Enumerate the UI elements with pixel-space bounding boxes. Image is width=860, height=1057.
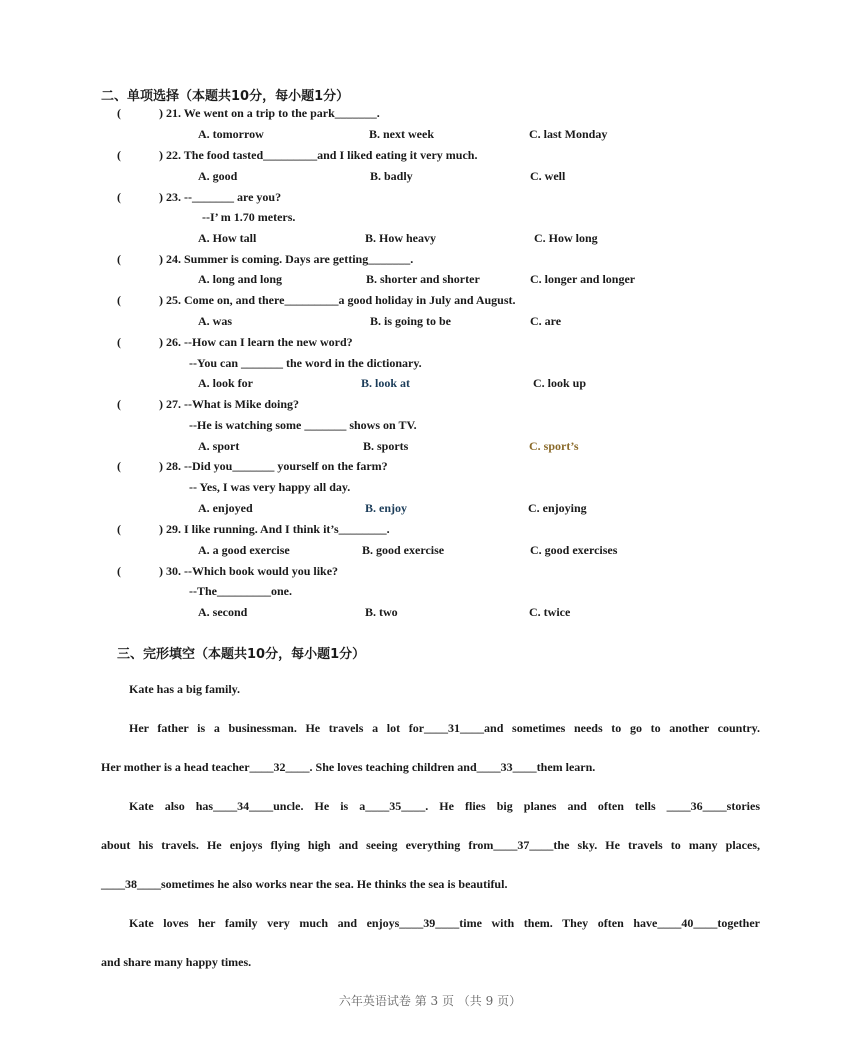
option-c: C. longer and longer bbox=[530, 272, 636, 286]
answer-paren: ( bbox=[117, 397, 121, 411]
option-a: A. second bbox=[198, 605, 248, 619]
cloze-line: about his travels. He enjoys flying high and seeing everything from____37____the sky. He travels to many places, bbox=[101, 838, 760, 852]
answer-paren: ( bbox=[117, 335, 121, 349]
option-c: C. twice bbox=[529, 605, 571, 619]
cloze-line: Kate also has____34____uncle. He is a____35____. He flies big planes and often tells ____36____stories bbox=[129, 799, 760, 813]
answer-paren: ( bbox=[117, 106, 121, 120]
question-stem: ) 24. Summer is coming. Days are getting_______. bbox=[159, 252, 414, 266]
cloze-line: Her mother is a head teacher____32____. She loves teaching children and____33____them learn. bbox=[101, 760, 596, 774]
cloze-line: Her father is a businessman. He travels a lot for____31____and sometimes needs to go to another country. bbox=[129, 721, 760, 735]
option-b: B. badly bbox=[370, 169, 413, 183]
option-a: A. sport bbox=[198, 439, 240, 453]
option-a: A. good bbox=[198, 169, 238, 183]
cloze-line: ____38____sometimes he also works near the sea. He thinks the sea is beautiful. bbox=[101, 877, 508, 891]
answer-paren: ( bbox=[117, 522, 121, 536]
option-b: B. sports bbox=[363, 439, 409, 453]
question-stem: ) 23. --_______ are you? bbox=[159, 190, 282, 204]
question-stem: ) 26. --How can I learn the new word? bbox=[159, 335, 353, 349]
question-stem: ) 21. We went on a trip to the park_______. bbox=[159, 106, 380, 120]
option-b: B. next week bbox=[369, 127, 434, 141]
option-c: C. well bbox=[530, 169, 566, 183]
option-a: A. was bbox=[198, 314, 233, 328]
answer-paren: ( bbox=[117, 190, 121, 204]
option-c: C. sport’s bbox=[529, 439, 579, 453]
question-stem: ) 29. I like running. And I think it’s________. bbox=[159, 522, 390, 536]
answer-paren: ( bbox=[117, 148, 121, 162]
dialogue-line: -- Yes, I was very happy all day. bbox=[189, 480, 351, 494]
option-a: A. How tall bbox=[198, 231, 257, 245]
option-c: C. look up bbox=[533, 376, 587, 390]
dialogue-line: --The_________one. bbox=[189, 584, 292, 598]
option-c: C. last Monday bbox=[529, 127, 608, 141]
question-stem: ) 30. --Which book would you like? bbox=[159, 564, 339, 578]
option-b: B. good exercise bbox=[362, 543, 445, 557]
cloze-line: and share many happy times. bbox=[101, 955, 252, 969]
option-b: B. two bbox=[365, 605, 398, 619]
option-a: A. long and long bbox=[198, 272, 283, 286]
option-a: A. a good exercise bbox=[198, 543, 290, 557]
option-b: B. enjoy bbox=[365, 501, 407, 515]
question-stem: ) 27. --What is Mike doing? bbox=[159, 397, 300, 411]
question-stem: ) 22. The food tasted_________and I liked eating it very much. bbox=[159, 148, 478, 162]
dialogue-line: --He is watching some _______ shows on TV. bbox=[189, 418, 417, 432]
option-a: A. look for bbox=[198, 376, 253, 390]
option-c: C. good exercises bbox=[530, 543, 618, 557]
option-a: A. tomorrow bbox=[198, 127, 264, 141]
option-c: C. are bbox=[530, 314, 562, 328]
question-stem: ) 25. Come on, and there_________a good holiday in July and August. bbox=[159, 293, 516, 307]
option-b: B. look at bbox=[361, 376, 411, 390]
answer-paren: ( bbox=[117, 252, 121, 266]
section-2-title: 二、单项选择（本题共10分，每小题1分） bbox=[101, 89, 350, 104]
option-b: B. shorter and shorter bbox=[366, 272, 480, 286]
section-3-title: 三、完形填空（本题共10分，每小题1分） bbox=[117, 647, 366, 662]
cloze-line: Kate loves her family very much and enjoys____39____time with them. They often have____40____together bbox=[129, 916, 760, 930]
cloze-line: Kate has a big family. bbox=[129, 682, 241, 696]
option-c: C. enjoying bbox=[528, 501, 587, 515]
dialogue-line: --You can _______ the word in the dictionary. bbox=[189, 356, 422, 370]
answer-paren: ( bbox=[117, 564, 121, 578]
answer-paren: ( bbox=[117, 459, 121, 473]
option-c: C. How long bbox=[534, 231, 598, 245]
dialogue-line: --I’ m 1.70 meters. bbox=[202, 210, 296, 224]
answer-paren: ( bbox=[117, 293, 121, 307]
option-b: B. is going to be bbox=[370, 314, 452, 328]
option-a: A. enjoyed bbox=[198, 501, 253, 515]
option-b: B. How heavy bbox=[365, 231, 437, 245]
page-footer: 六年英语试卷 第 3 页 （共 9 页） bbox=[338, 994, 522, 1008]
question-stem: ) 28. --Did you_______ yourself on the farm? bbox=[159, 459, 388, 473]
